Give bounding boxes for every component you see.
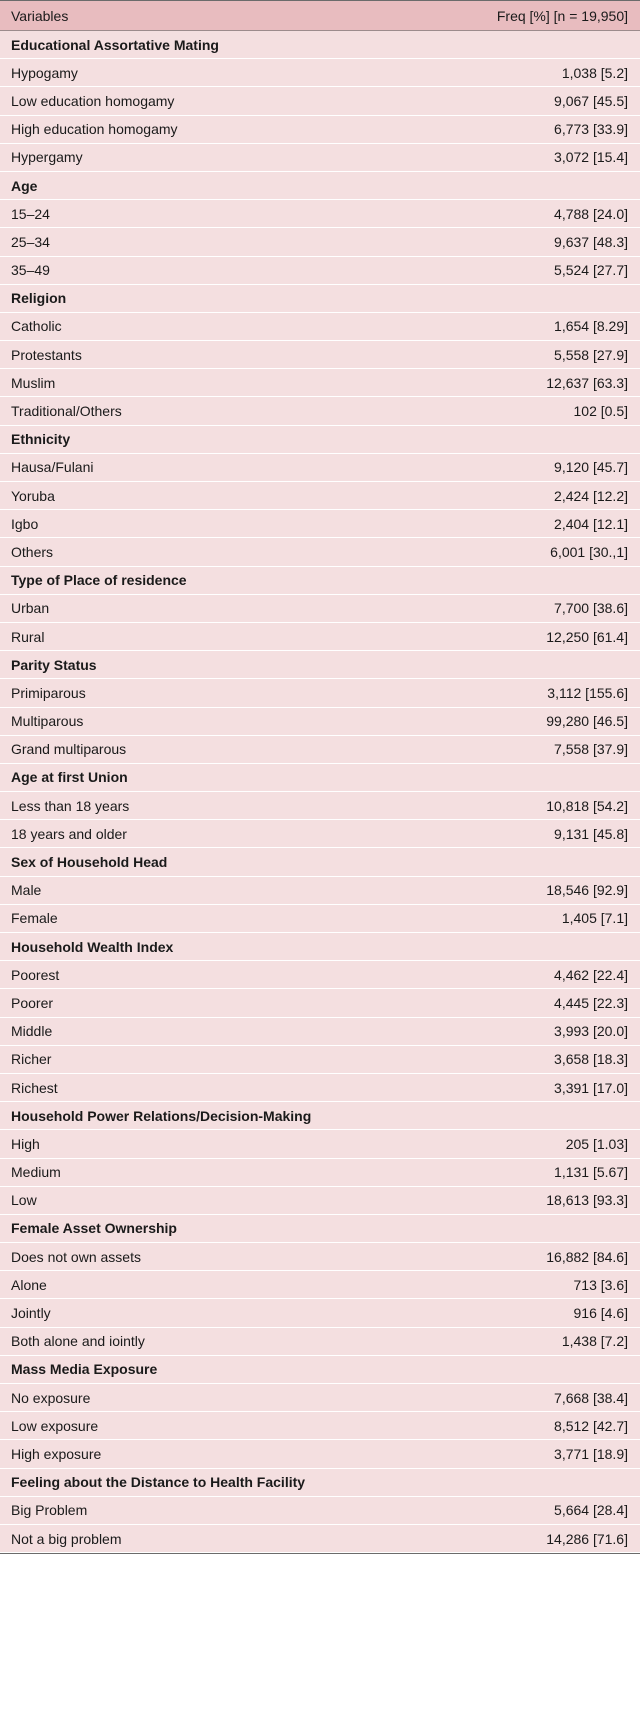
table-row (0, 1328, 640, 1356)
row-label: Primiparous (11, 684, 86, 701)
row-value: 10,818 [54.2] (546, 797, 628, 814)
table-row (0, 1384, 640, 1412)
row-value: 7,700 [38.6] (554, 600, 628, 617)
row-value: 3,072 [15.4] (554, 149, 628, 166)
row-label: Multiparous (11, 713, 84, 730)
row-label: Big Problem (11, 1502, 88, 1519)
row-value: 12,250 [61.4] (546, 628, 628, 645)
row-label: Male (11, 882, 42, 899)
table-row (0, 1159, 640, 1187)
table-row (0, 595, 640, 623)
section-heading-row (0, 933, 640, 961)
table-row (0, 1271, 640, 1299)
row-label: Not a big problem (11, 1530, 122, 1547)
section-heading-row (0, 764, 640, 792)
header-freq: Freq [%] [n = 19,950] (496, 7, 628, 24)
header-variables: Variables (11, 7, 69, 24)
table-row (0, 1525, 640, 1553)
section-heading: Age at first Union (11, 769, 128, 786)
row-value: 102 [0.5] (573, 403, 628, 420)
row-label: 35–49 (11, 262, 50, 279)
table-row (0, 708, 640, 736)
row-label: Low (11, 1192, 37, 1209)
table-row (0, 820, 640, 848)
section-heading: Religion (11, 290, 67, 307)
table-row (0, 961, 640, 989)
row-value: 8,512 [42.7] (554, 1417, 628, 1434)
section-heading: Age (11, 177, 38, 194)
row-label: Low exposure (11, 1417, 99, 1434)
row-label: Yoruba (11, 487, 55, 504)
row-value: 7,668 [38.4] (554, 1389, 628, 1406)
table-row (0, 1187, 640, 1215)
row-value: 7,558 [37.9] (554, 741, 628, 758)
table-row (0, 144, 640, 172)
section-heading-row (0, 1102, 640, 1130)
row-value: 4,445 [22.3] (554, 994, 628, 1011)
table-row (0, 736, 640, 764)
row-label: Does not own assets (11, 1248, 141, 1265)
table-row (0, 623, 640, 651)
section-heading-row (0, 285, 640, 313)
table-row (0, 1497, 640, 1525)
row-label: Catholic (11, 318, 62, 335)
table-row (0, 877, 640, 905)
row-value: 5,558 [27.9] (554, 346, 628, 363)
row-label: Traditional/Others (11, 403, 122, 420)
row-label: Rural (11, 628, 45, 645)
row-value: 916 [4.6] (573, 1305, 628, 1322)
row-value: 5,524 [27.7] (554, 262, 628, 279)
row-value: 14,286 [71.6] (546, 1530, 628, 1547)
row-value: 4,462 [22.4] (554, 966, 628, 983)
row-value: 3,993 [20.0] (554, 1023, 628, 1040)
table-body (0, 31, 640, 1553)
section-heading: Female Asset Ownership (11, 1220, 177, 1237)
section-heading-row (0, 567, 640, 595)
row-value: 5,664 [28.4] (554, 1502, 628, 1519)
row-label: Middle (11, 1023, 53, 1040)
section-heading-row (0, 31, 640, 59)
table-row (0, 228, 640, 256)
table-row (0, 341, 640, 369)
row-label: Both alone and iointly (11, 1333, 145, 1350)
row-label: Poorest (11, 966, 60, 983)
row-label: High exposure (11, 1445, 102, 1462)
section-heading-row (0, 848, 640, 876)
row-label: Less than 18 years (11, 797, 130, 814)
table-header (0, 1, 640, 31)
row-value: 205 [1.03] (565, 1135, 628, 1152)
table-row (0, 1243, 640, 1271)
table-row (0, 989, 640, 1017)
table-row (0, 397, 640, 425)
table-row (0, 257, 640, 285)
table-row (0, 59, 640, 87)
row-label: Muslim (11, 374, 56, 391)
section-heading: Household Wealth Index (11, 938, 174, 955)
row-label: Urban (11, 600, 50, 617)
row-value: 1,438 [7.2] (561, 1333, 628, 1350)
row-value: 3,771 [18.9] (554, 1445, 628, 1462)
row-label: Medium (11, 1164, 61, 1181)
section-heading: Ethnicity (11, 431, 71, 448)
row-value: 9,131 [45.8] (554, 825, 628, 842)
table-row (0, 116, 640, 144)
section-heading-row (0, 172, 640, 200)
row-value: 6,001 [30.,1] (550, 543, 628, 560)
row-value: 1,405 [7.1] (561, 910, 628, 927)
section-heading: Feeling about the Distance to Health Facility (11, 1474, 306, 1491)
section-heading: Household Power Relations/Decision-Making (11, 1107, 312, 1124)
table-row (0, 679, 640, 707)
row-label: 18 years and older (11, 825, 127, 842)
table-row (0, 1130, 640, 1158)
row-label: Jointly (11, 1305, 51, 1322)
row-label: Female (11, 910, 58, 927)
table-row (0, 905, 640, 933)
row-value: 2,404 [12.1] (554, 515, 628, 532)
row-value: 18,613 [93.3] (546, 1192, 628, 1209)
row-label: Igbo (11, 515, 39, 532)
row-label: Hypogamy (11, 64, 78, 81)
row-value: 99,280 [46.5] (546, 713, 628, 730)
row-value: 3,658 [18.3] (554, 1051, 628, 1068)
row-value: 713 [3.6] (573, 1276, 628, 1293)
table-row (0, 510, 640, 538)
row-label: Poorer (11, 994, 54, 1011)
row-label: 25–34 (11, 233, 50, 250)
row-value: 9,067 [45.5] (554, 92, 628, 109)
row-label: Hypergamy (11, 149, 83, 166)
section-heading: Sex of Household Head (11, 854, 168, 871)
section-heading: Parity Status (11, 656, 97, 673)
section-heading: Type of Place of residence (11, 572, 187, 589)
section-heading-row (0, 1215, 640, 1243)
table-row (0, 1440, 640, 1468)
table-row (0, 454, 640, 482)
row-label: Alone (11, 1276, 47, 1293)
table-row (0, 792, 640, 820)
section-heading: Mass Media Exposure (11, 1361, 158, 1378)
row-label: Grand multiparous (11, 741, 127, 758)
row-value: 2,424 [12.2] (554, 487, 628, 504)
section-heading: Educational Assortative Mating (11, 36, 219, 53)
row-label: High education homogamy (11, 121, 178, 138)
row-value: 6,773 [33.9] (554, 121, 628, 138)
table-row (0, 1299, 640, 1327)
table-row (0, 87, 640, 115)
table-row (0, 1046, 640, 1074)
section-heading-row (0, 1469, 640, 1497)
row-label: High (11, 1135, 40, 1152)
row-label: Others (11, 543, 54, 560)
row-value: 1,654 [8.29] (554, 318, 628, 335)
row-value: 16,882 [84.6] (546, 1248, 628, 1265)
section-heading-row (0, 1356, 640, 1384)
row-value: 18,546 [92.9] (546, 882, 628, 899)
row-label: Richer (11, 1051, 52, 1068)
row-label: Hausa/Fulani (11, 459, 94, 476)
table-row (0, 538, 640, 566)
row-label: Protestants (11, 346, 82, 363)
row-value: 3,391 [17.0] (554, 1079, 628, 1096)
row-value: 4,788 [24.0] (554, 205, 628, 222)
table-row (0, 200, 640, 228)
section-heading-row (0, 651, 640, 679)
row-label: 15–24 (11, 205, 50, 222)
row-value: 3,112 [155.6] (547, 684, 628, 701)
table-row (0, 1074, 640, 1102)
table-row (0, 482, 640, 510)
row-label: Richest (11, 1079, 58, 1096)
table-row (0, 313, 640, 341)
row-value: 1,038 [5.2] (561, 64, 628, 81)
section-heading-row (0, 426, 640, 454)
row-value: 9,637 [48.3] (554, 233, 628, 250)
row-label: No exposure (11, 1389, 91, 1406)
row-value: 9,120 [45.7] (554, 459, 628, 476)
table-row (0, 1018, 640, 1046)
table-row (0, 369, 640, 397)
row-value: 1,131 [5.67] (554, 1164, 628, 1181)
row-value: 12,637 [63.3] (546, 374, 628, 391)
table-row (0, 1412, 640, 1440)
row-label: Low education homogamy (11, 92, 175, 109)
